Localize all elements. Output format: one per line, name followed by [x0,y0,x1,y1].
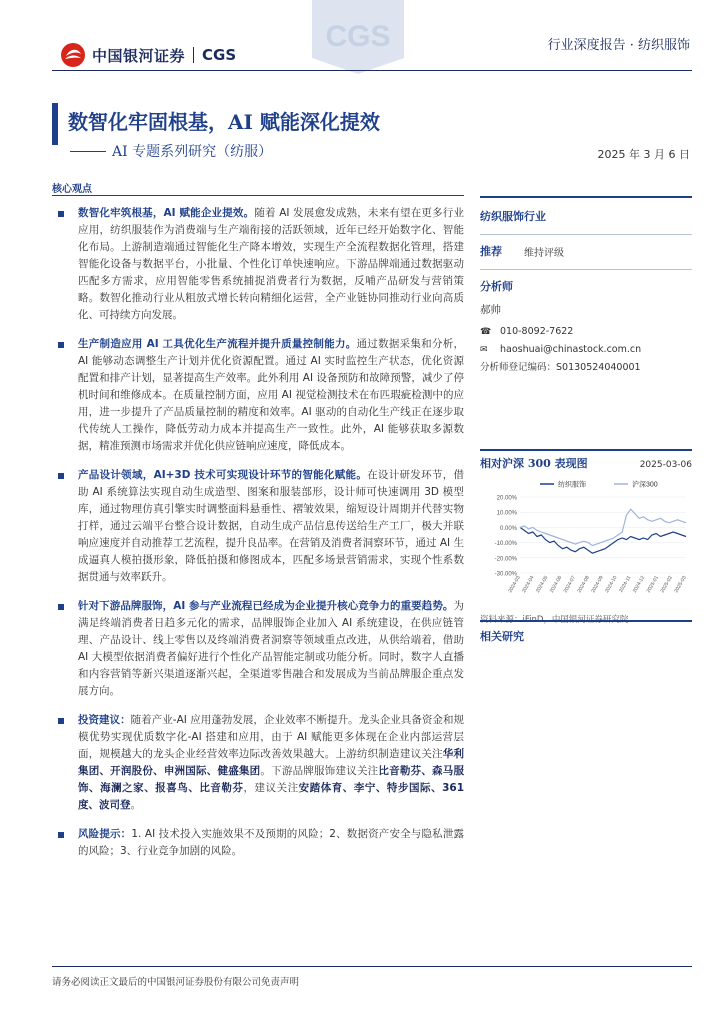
performance-chart-block [480,449,692,625]
bullet-text: 。 [130,799,141,811]
bullet-text: 随着产业-AI 应用蓬勃发展，企业效率不断提升。龙头企业具备资金和规模优势实现优质数字化-AI 搭建和应用，由于 AI 赋能更多体现在企业内部运营层面，规模越大的龙头企业经营效率边际改善效果越大。上游纺织制造建议关注 [78,714,464,760]
legend-label: 沪深300 [632,481,658,489]
related-heading: 相关研究 [480,630,524,643]
recommended-stocks-brand: 比音勒芬、森马服饰、海澜之家、报喜鸟、比音勒芬 [78,765,465,794]
title-accent-bar [52,103,58,145]
watermark-text: CGS [325,20,391,53]
rating-row [480,243,692,259]
sidebar-divider [480,234,692,235]
y-tick-label: 10.00% [496,510,517,517]
report-date: 2025 年 3 月 6 日 [597,148,690,161]
bullet-text: 在设计研发环节，借助 AI 系统算法实现自动生成造型、图案和服装部形，设计师可快速调用 3D 模型库，通过物理仿真引擎实时调整面料悬垂性、褶皱效果，缩短设计周期并代替实物打样，通过云端平台整合设计数据，自动生成产品信息传送给生产工厂，极大并联响应速度并自动推荐工艺流程，提升良品率。在营销及消费者洞察环节，通过 AI 生成逼真人模拍摄形象，降低拍摄和修图成本，匹配多场景营销需求，实现个性系数据贯通与效率跃升。 [78,469,464,583]
page-subtitle: AI 专题系列研究（纺服） [112,144,273,160]
y-tick-label: 20.00% [496,495,517,502]
sidebar [480,196,692,377]
page-title: 数智化牢固根基，AI 赋能深化提效 [68,110,380,134]
core-points-list [52,205,464,872]
chart-top-rule [480,449,692,451]
x-tick-label: 2024-09 [590,575,605,594]
chart-title-row [480,455,692,471]
bullet-lead: 生产制造应用 AI 工具优化生产流程并提升质量控制能力。 [78,338,357,350]
header-divider [52,70,692,71]
list-item [52,467,464,586]
bullet-text: ，建议关注 [243,782,299,794]
x-tick-label: 2025-02 [659,575,674,594]
logo-divider [193,47,194,63]
bullet-icon [58,604,64,610]
report-type: 行业深度报告 · 纺织服饰 [547,38,690,53]
list-item [52,598,464,700]
list-item [52,205,464,324]
phone-number: 010-8092-7622 [500,326,574,337]
x-tick-label: 2024-11 [618,575,633,594]
list-item [52,826,464,860]
x-tick-label: 2024-10 [604,575,619,594]
bullet-lead: 产品设计领域，AI+3D 技术可实现设计环节的智能化赋能。 [78,469,368,481]
bullet-icon [58,832,64,838]
analyst-phone [480,323,692,341]
bullet-text: 。下游品牌服饰建议关注 [260,765,379,777]
email-address[interactable]: haoshuai@chinastock.com.cn [500,344,642,355]
rating-key: 推荐 [480,245,502,258]
analyst-cert [480,359,692,377]
subtitle-dash [70,151,106,152]
sidebar-divider [480,269,692,270]
core-points-divider [52,195,464,196]
phone-icon: ☎ [480,327,492,337]
brand-logo [60,42,236,68]
bullet-lead: 针对下游品牌服饰，AI 参与产业流程已经成为企业提升核心竞争力的重要趋势。 [78,600,454,612]
legend-label: 纺织服饰 [558,481,586,489]
bullet-icon [58,211,64,217]
y-tick-label: -10.00% [494,541,517,548]
x-tick-label: 2025-01 [645,575,661,594]
bullet-text: 1. AI 技术投入实施效果不及预期的风险；2、数据资产安全与隐私泄露的风险；3、行业竞争加剧的风险。 [78,828,464,857]
bullet-text: 随着 AI 发展愈发成熟，未来有望在更多行业应用，纺织服装作为消费端与生产端衔接的活跃领域，近年已经开始数字化、智能化布局。上游制造端通过智能化生产降本增效，实现生产全流程数据化管理，搭建智能化设备与数据平台，小批量、个性化订单快速响应。下游品牌端通过数据驱动匹配多方需求，应用智能零售系统捕捉消费者行为数据，反哺产品研发与营销策略。数智化推动行业从粗放式增长转向精细化运营，全产业链协同推动行业向高质化、可持续方向发展。 [78,207,464,321]
chart-title: 相对沪深 300 表现图 [480,457,588,470]
analyst-name: 郝帅 [480,304,501,316]
bullet-lead: 风险提示： [78,828,132,840]
list-item [52,712,464,814]
cert-number: 分析师登记编码：S0130524040001 [480,362,641,373]
x-tick-label: 2024-06 [548,575,564,594]
core-points-heading: 核心观点 [52,184,92,195]
analyst-email [480,341,692,359]
bullet-text: 为满足终端消费者日趋多元化的需求，品牌服饰企业加入 AI 系统建设，在供应链管理、产品设计、线上零售以及终端消费者洞察等领域重点改进，从供给端着，借助 AI 大模型依据消费者偏好进行个性化产品智能定制或功能分析。同时，数字人直播和内容营销等新兴渠道逐渐兴起，全渠道零售融合和发展成为当前品牌服企重点发展方向。 [78,600,464,697]
x-tick-label: 2024-05 [535,575,550,594]
x-tick-label: 2024-04 [521,575,536,594]
bullet-icon [58,342,64,348]
email-icon: ✉ [480,345,488,355]
y-tick-label: -20.00% [494,556,517,563]
industry-label: 纺织服饰行业 [480,210,546,223]
x-tick-label: 2024-07 [562,575,578,594]
recommended-stocks-upstream: 华利集团、开润股份、申洲国际、健盛集团 [78,748,465,777]
analyst-heading: 分析师 [480,280,513,293]
y-tick-label: 0.00% [499,525,517,532]
bullet-icon [58,473,64,479]
bullet-text: 通过数据采集和分析，AI 能够动态调整生产计划并优化资源配置。通过 AI 实时监控生产状态，优化资源配置和排产计划，显著提高生产效率。此外利用 AI 设备预防和故障预警，减少了停机时间和维修成本。在质量控制方面，应用 AI 视觉检测技术在布匹瑕疵检测中的应用，进一步提升了产品质量控制的精度和效率。AI 驱动的自动化生产线正在逐步取代传统人工操作，降低劳动力成本并提高生产一致性。此外，AI 能够获取多源数据，精准预测市场需求并优化供应链响应速度，降低成本。 [78,338,465,452]
footer-divider [52,966,692,967]
series-line-0 [520,527,686,553]
bullet-icon [58,718,64,724]
bullet-lead: 数智化牢筑根基，AI 赋能企业提效。 [78,207,255,219]
y-tick-label: -30.00% [494,571,517,578]
logo-english-name: CGS [202,46,237,64]
cgs-logo-icon [60,42,86,68]
x-tick-label: 2024-03 [507,575,522,594]
related-research [480,620,692,644]
chart-date: 2025-03-06 [639,460,692,470]
performance-chart [480,475,692,595]
cgs-watermark [312,0,404,74]
recommended-stocks-sports: 安踏体育、李宁、特步国际、361 度、波司登 [78,782,465,811]
logo-chinese-name: 中国银河证券 [92,46,186,65]
disclaimer-footer: 请务必阅读正文最后的中国银河证券股份有限公司免责声明 [52,977,300,988]
sidebar-top-rule [480,196,692,198]
related-top-rule [480,620,692,622]
x-tick-label: 2024-12 [631,575,647,594]
x-tick-label: 2024-08 [576,575,591,594]
rating-value: 维持评级 [524,247,564,259]
list-item [52,336,464,455]
x-tick-label: 2025-03 [673,575,688,594]
bullet-lead: 投资建议： [78,714,131,726]
